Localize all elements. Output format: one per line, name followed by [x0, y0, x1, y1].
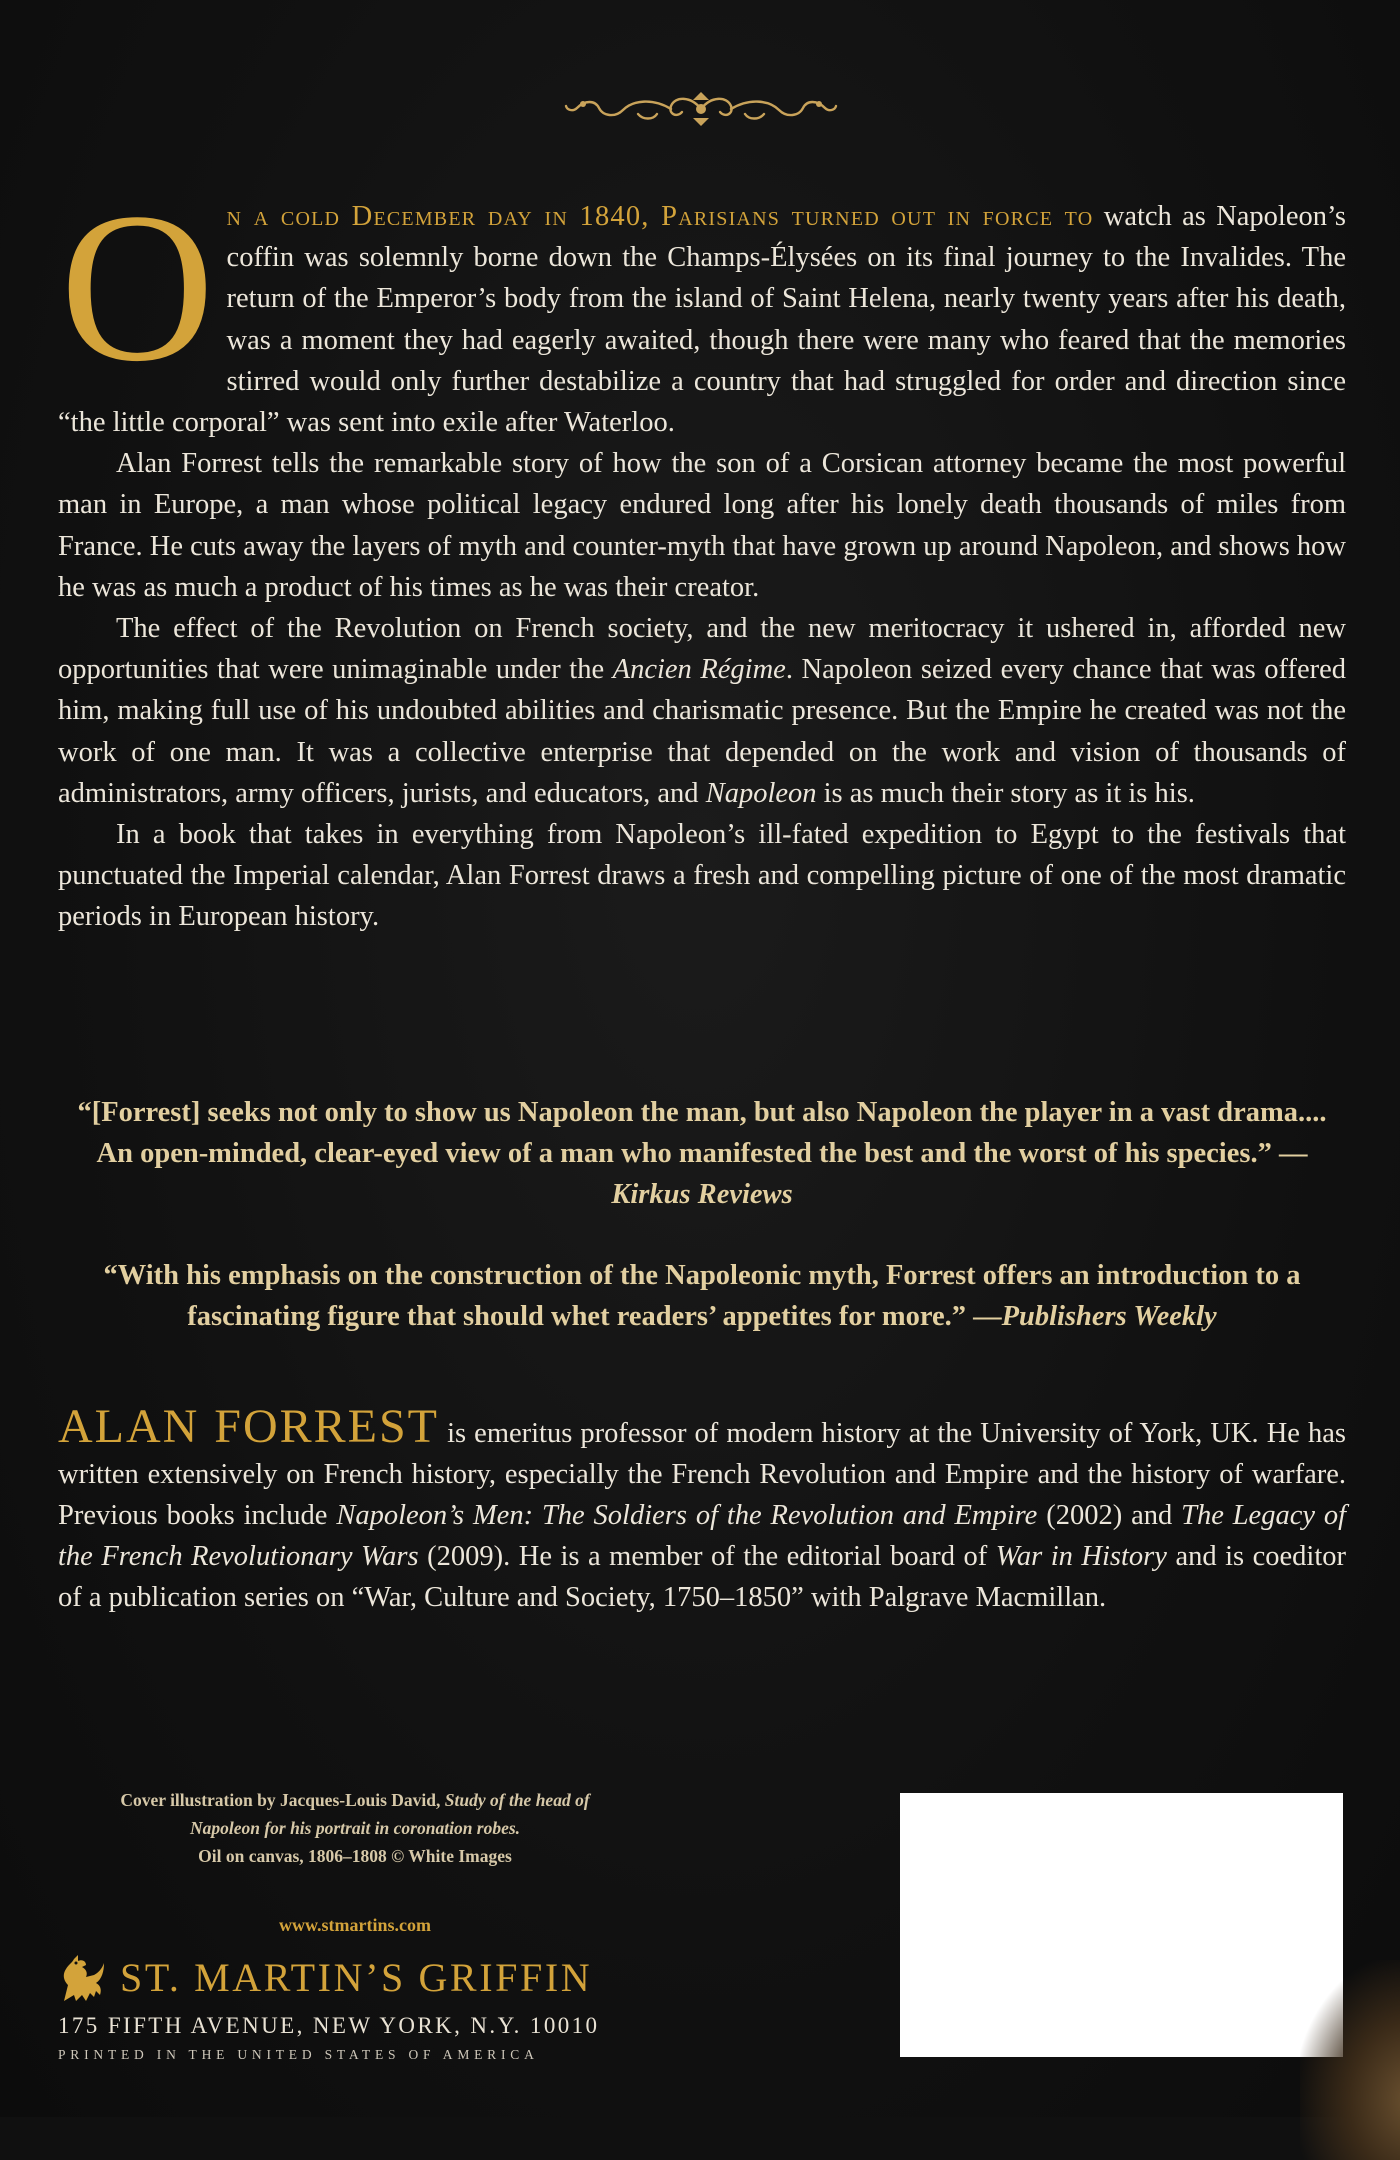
blurb-paragraph-2: Alan Forrest tells the remarkable story of how the son of a Corsican attorney became the most powerful man in Europe, a man whose political legacy endured long after his lonely death thousands of miles from France. He cuts away the layers of myth and counter-myth that have grown up around Napoleon, and shows how he was as much a product of his times as he was their creator.: [58, 448, 1346, 603]
blurb-paragraph-4: In a book that takes in everything from Napoleon’s ill-fated expedition to Egypt to the festivals that punctuated the Imperial calendar, Alan Forrest draws a fresh and compelling picture of one of the most dramatic periods in European history.: [58, 819, 1346, 933]
ornament-flourish-icon: [563, 90, 839, 128]
publisher-address: 175 FIFTH AVENUE, NEW YORK, N.Y. 10010: [58, 2013, 600, 2038]
corner-decoration: [1300, 1960, 1400, 2160]
blurb-text: watch as Napoleon’s coffin was solemnly borne down the Champs-Élysées on its final journey to the Invalides. The return of the Emperor’s body from the island of Saint Helena, nearly twenty years after his death, was a moment they had eagerly awaited, though there were many who feared that the memories stirred would only further destabilize a country that had struggled for order and direction since “the little corporal” was sent into exile after Waterloo.: [58, 201, 1346, 439]
bio-text: (2009). He is a member of the editorial board of: [427, 1541, 988, 1572]
cover-credit: [90, 1786, 620, 1870]
publisher-name: ST. MARTIN’S GRIFFIN: [120, 1955, 593, 2000]
blurb-paragraph-1: [58, 169, 1346, 443]
bio-italic: Napoleon’s Men: The Soldiers of the Revolution and Empire: [336, 1500, 1038, 1531]
bio-text: is emeritus professor of modern history at the University of York, UK. He has written extensively on French history, especially the French Revolution and Empire and the history of warfare. Previous books include: [58, 1418, 1346, 1531]
credit-text: Oil on canvas, 1806–1808 © White Images: [198, 1846, 512, 1866]
review-quote: [58, 1092, 1346, 1215]
review-quotes: [58, 1092, 1346, 1377]
bio-italic: War in History: [995, 1541, 1167, 1572]
author-bio: [58, 1400, 1347, 1618]
drop-cap: O: [60, 169, 215, 406]
griffin-icon: [56, 1951, 106, 2005]
blurb-text: . Napoleon seized every chance that was offered him, making full use of his undoubted abilities and charismatic presence. But the Empire he created was not the work of one man. It was a collective enterprise that depended on the work and vision of thousands of administrators, army officers, jurists, and educators, and: [58, 654, 1347, 809]
author-name: ALAN FORREST: [58, 1400, 439, 1453]
blurb-paragraph-3: [58, 608, 1346, 814]
publisher-url[interactable]: www.stmartins.com: [279, 1915, 431, 1935]
credit-italic: Study of the head of Napoleon for his portrait in coronation robes.: [189, 1790, 590, 1838]
review-quote: [58, 1255, 1346, 1337]
barcode-area: [900, 1793, 1343, 2057]
printed-notice: PRINTED IN THE UNITED STATES OF AMERICA: [58, 2047, 539, 2062]
blurb-italic: Napoleon: [705, 777, 817, 809]
bio-text: and is coeditor of a publication series on “War, Culture and Society, 1750–1850” with Palgrave Macmillan.: [58, 1541, 1346, 1613]
blurb-italic: Ancien Régime: [612, 654, 786, 686]
blurb: [58, 169, 1347, 938]
quote-source: Publishers Weekly: [1001, 1301, 1217, 1332]
quote-text: “[Forrest] seeks not only to show us Napoleon the man, but also Napoleon the player in a vast drama.... An open-minded, clear-eyed view of a man who manifested the best and the worst of his species.” —: [77, 1097, 1327, 1169]
blurb-text: is as much their story as it is his.: [823, 777, 1195, 809]
blurb-text: The effect of the Revolution on French society, and the new meritocracy it ushered in, afforded new opportunities that were unimaginable under the: [58, 613, 1346, 686]
credit-text: Cover illustration by Jacques-Louis David,: [120, 1790, 441, 1810]
blurb-opening: n a cold December day in 1840, Parisians turned out in force to: [226, 201, 1094, 232]
quote-source: Kirkus Reviews: [611, 1179, 793, 1210]
bio-text: (2002) and: [1046, 1500, 1173, 1531]
bio-italic: The Legacy of the French Revolutionary Wars: [58, 1500, 1347, 1572]
quote-text: “With his emphasis on the construction of the Napoleonic myth, Forrest offers an introduction to a fascinating figure that should whet readers’ appetites for more.” —: [103, 1260, 1301, 1332]
